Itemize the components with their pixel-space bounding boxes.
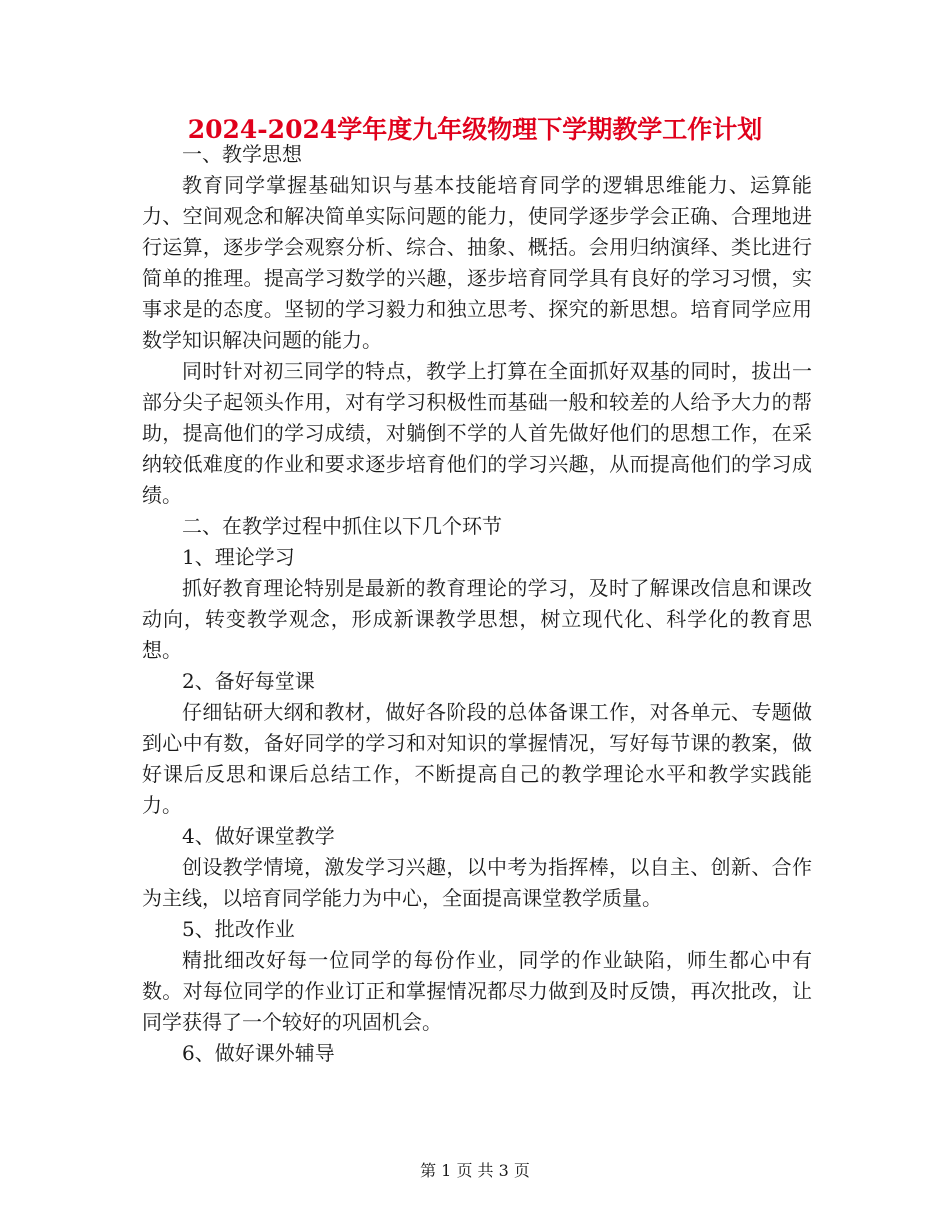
paragraph: 仔细钻研大纲和教材，做好各阶段的总体备课工作，对各单元、专题做到心中有数，备好同学的学习和对知识的掌握情况，写好每节课的教案，做好课后反思和课后总结工作，不断提高自己的教学理论水平和教学实践能力。 <box>142 700 812 817</box>
paragraph: 精批细改好每一位同学的每份作业，同学的作业缺陷，师生都心中有数。对每位同学的作业订正和掌握情况都尽力做到及时反馈，再次批改，让同学获得了一个较好的巩固机会。 <box>142 948 812 1034</box>
paragraph: 教育同学掌握基础知识与基本技能培育同学的逻辑思维能力、运算能力、空间观念和解决简单实际问题的能力，使同学逐步学会正确、合理地进行运算，逐步学会观察分析、综合、抽象、概括。会用归纳演绎、类比进行简单的推理。提高学习数学的兴趣，逐步培育同学具有良好的学习习惯，实事求是的态度。坚韧的学习毅力和独立思考、探究的新思想。培育同学应用数学知识解决问题的能力。 <box>142 173 812 352</box>
section-heading: 二、在教学过程中抓住以下几个环节 <box>182 514 502 538</box>
document-title: 2024-2024学年度九年级物理下学期教学工作计划 <box>187 115 763 144</box>
subsection-heading: 6、做好课外辅导 <box>182 1041 335 1065</box>
subsection-heading: 4、做好课堂教学 <box>182 824 335 848</box>
paragraph: 同时针对初三同学的特点，教学上打算在全面抓好双基的同时，拔出一部分尖子起领头作用，对有学习积极性而基础一般和较差的人给予大力的帮助，提高他们的学习成绩，对躺倒不学的人首先做好他们的思想工作，在采纳较低难度的作业和要求逐步培育他们的学习兴趣，从而提高他们的学习成绩。 <box>142 359 812 507</box>
subsection-heading: 1、理论学习 <box>182 545 295 569</box>
document-body <box>142 139 812 1069</box>
paragraph: 抓好教育理论特别是最新的教育理论的学习，及时了解课改信息和课改动向，转变教学观念，形成新课教学思想，树立现代化、科学化的教育思想。 <box>142 576 812 662</box>
page-number-footer: 第 1 页 共 3 页 <box>420 1161 530 1180</box>
subsection-heading: 2、备好每堂课 <box>182 669 315 693</box>
section-heading: 一、教学思想 <box>182 142 302 166</box>
subsection-heading: 5、批改作业 <box>182 917 295 941</box>
paragraph: 创设教学情境，激发学习兴趣，以中考为指挥棒，以自主、创新、合作为主线，以培育同学能力为中心，全面提高课堂教学质量。 <box>142 855 812 910</box>
